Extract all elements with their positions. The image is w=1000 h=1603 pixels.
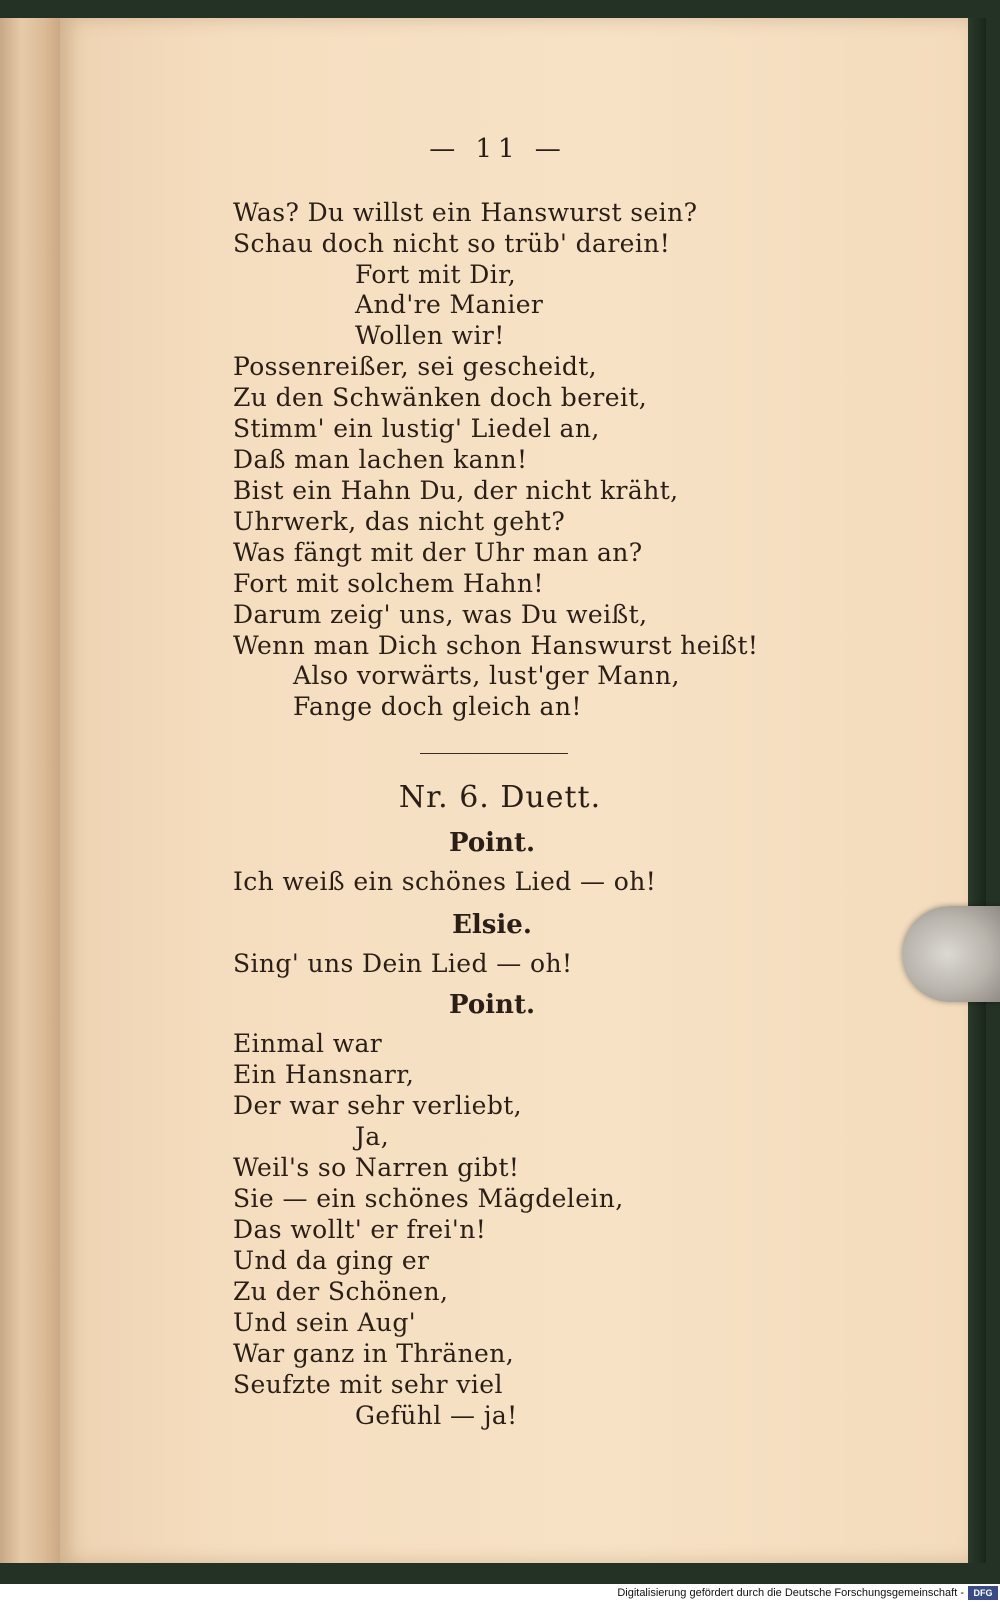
speaker-name: Elsie. xyxy=(452,910,532,940)
verse-line: Weil's so Narren gibt! xyxy=(233,1153,520,1182)
dfg-logo: DFG xyxy=(968,1586,998,1600)
verse-line: Zu den Schwänken doch bereit, xyxy=(233,383,648,412)
verse-line: Daß man lachen kann! xyxy=(233,445,528,474)
verse-line: Sie — ein schönes Mägdelein, xyxy=(233,1184,624,1213)
verse-line: Einmal war xyxy=(233,1029,383,1058)
verse-line: Ich weiß ein schönes Lied — oh! xyxy=(233,867,657,896)
verse-line: And're Manier xyxy=(355,290,544,319)
verse-line: Und sein Aug' xyxy=(233,1308,417,1337)
verse-line: Was fängt mit der Uhr man an? xyxy=(233,538,643,567)
section-heading: Nr. 6. Duett. xyxy=(398,780,602,815)
verse-line: Uhrwerk, das nicht geht? xyxy=(233,507,566,536)
verse-line: Wollen wir! xyxy=(355,321,505,350)
verse-line: Sing' uns Dein Lied — oh! xyxy=(233,949,573,978)
speaker-name: Point. xyxy=(448,828,536,858)
verse-line: Das wollt' er frei'n! xyxy=(233,1215,487,1244)
verse-line: Bist ein Hahn Du, der nicht kräht, xyxy=(233,476,679,505)
verse-line: Possenreißer, sei gescheidt, xyxy=(233,352,598,381)
verse-line: Und da ging er xyxy=(233,1246,430,1275)
funding-note: Digitalisierung gefördert durch die Deutsche Forschungsgemeinschaft - xyxy=(617,1587,964,1599)
verse-line: Ein Hansnarr, xyxy=(233,1060,415,1089)
verse-line: Zu der Schönen, xyxy=(233,1277,449,1306)
verse-line: Fange doch gleich an! xyxy=(293,692,582,721)
speaker-name: Point. xyxy=(448,990,536,1020)
verse-line: Darum zeig' uns, was Du weißt, xyxy=(233,600,648,629)
verse-line: Also vorwärts, lust'ger Mann, xyxy=(293,661,680,690)
page-clip-tab xyxy=(902,906,1000,1002)
verse-line: Ja, xyxy=(355,1122,390,1151)
section-divider xyxy=(420,753,568,754)
footer-bar xyxy=(0,1584,1000,1603)
verse-line: Schau doch nicht so trüb' darein! xyxy=(233,229,671,258)
verse-line: Fort mit Dir, xyxy=(355,260,517,289)
verse-line: Fort mit solchem Hahn! xyxy=(233,569,544,598)
verse-line: Wenn man Dich schon Hanswurst heißt! xyxy=(233,631,759,660)
verse-line: Seufzte mit sehr viel xyxy=(233,1370,503,1399)
verse-line: Was? Du willst ein Hanswurst sein? xyxy=(233,198,698,227)
verse-line: War ganz in Thränen, xyxy=(233,1339,515,1368)
verse-line: Gefühl — ja! xyxy=(355,1401,518,1430)
verse-line: Der war sehr verliebt, xyxy=(233,1091,523,1120)
page-number: — 11 — xyxy=(429,134,567,164)
verse-line: Stimm' ein lustig' Liedel an, xyxy=(233,414,600,443)
